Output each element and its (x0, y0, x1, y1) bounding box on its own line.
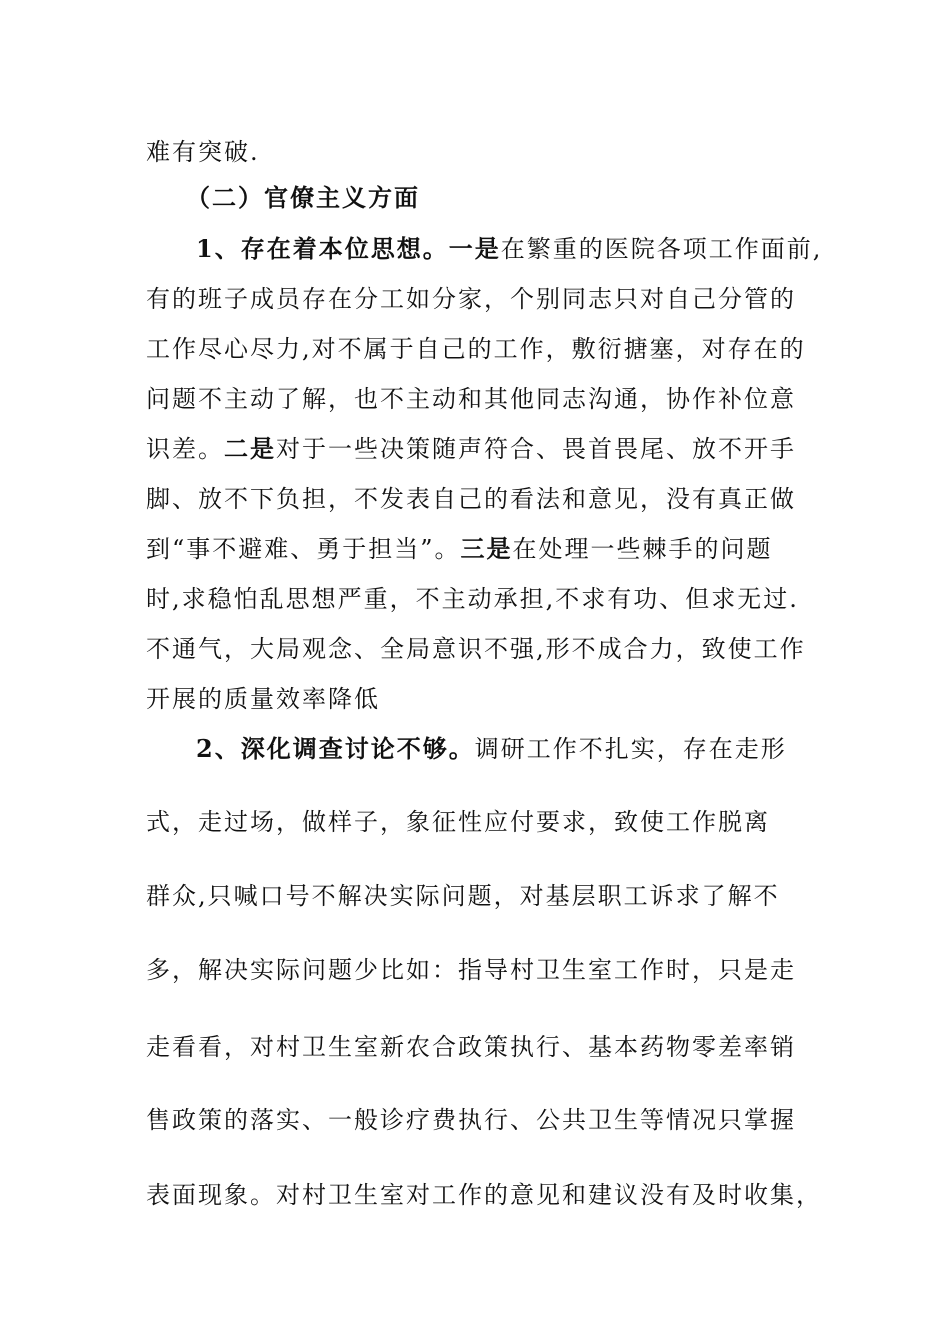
text-span: 在繁重的医院各项工作面前, (500, 235, 823, 263)
text-line (146, 433, 796, 465)
text-line (146, 333, 806, 365)
text-line (146, 880, 780, 912)
subheading-text: 1、存在着本位思想。一是 (196, 234, 501, 263)
section-heading-text: （二）官僚主义方面 (186, 183, 420, 212)
text-span: 工作尽心尽力,对不属于自己的工作，敷衍搪塞，对存在的 (146, 335, 806, 363)
text-span: 到“事不避难、勇于担当”。 (146, 535, 461, 563)
text-line (146, 136, 260, 168)
bold-marker: 二是 (224, 434, 276, 463)
text-line (196, 233, 822, 265)
text-line (146, 483, 796, 515)
subheading-text: 2、深化调查讨论不够。 (196, 734, 475, 763)
text-line (146, 583, 799, 615)
text-line (146, 633, 806, 665)
text-span: 售政策的落实、一般诊疗费执行、公共卫生等情况只掌握 (146, 1106, 796, 1134)
text-line (146, 533, 773, 565)
text-span: 式，走过场，做样子，象征性应付要求，致使工作脱离 (146, 808, 770, 836)
text-span: 脚、放不下负担，不发表自己的看法和意见，没有真正做 (146, 485, 796, 513)
text-span: 表面现象。对村卫生室对工作的意见和建议没有及时收集， (146, 1181, 822, 1209)
text-span: 走看看，对村卫生室新农合政策执行、基本药物零差率销 (146, 1033, 796, 1061)
text-line (146, 1031, 796, 1063)
text-line (146, 683, 380, 715)
text-span: 多，解决实际问题少比如：指导村卫生室工作时，只是走 (146, 956, 796, 984)
text-span: 时,求稳怕乱思想严重，不主动承担,不求有功、但求无过. (146, 585, 799, 613)
section-heading (186, 182, 420, 214)
bold-marker: 三是 (460, 534, 513, 563)
text-line (146, 954, 796, 986)
text-span: 群众,只喊口号不解决实际问题，对基层职工诉求了解不 (146, 882, 780, 910)
text-span: 难有突破. (146, 138, 260, 166)
text-line (146, 283, 796, 315)
text-span: 在处理一些棘手的问题 (512, 535, 773, 563)
text-line (146, 806, 770, 838)
text-line (146, 1104, 796, 1136)
text-line (146, 383, 796, 415)
text-span: 识差。 (146, 435, 224, 463)
text-span: 调研工作不扎实，存在走形 (474, 735, 787, 763)
text-line (146, 1179, 822, 1211)
text-span: 有的班子成员存在分工如分家，个别同志只对自己分管的 (146, 285, 796, 313)
text-span: 开展的质量效率降低 (146, 685, 380, 713)
text-span: 不通气，大局观念、全局意识不强,形不成合力，致使工作 (146, 635, 806, 663)
text-span: 对于一些决策随声符合、畏首畏尾、放不开手 (276, 435, 796, 463)
text-line (196, 733, 787, 765)
text-span: 问题不主动了解，也不主动和其他同志沟通，协作补位意 (146, 385, 796, 413)
